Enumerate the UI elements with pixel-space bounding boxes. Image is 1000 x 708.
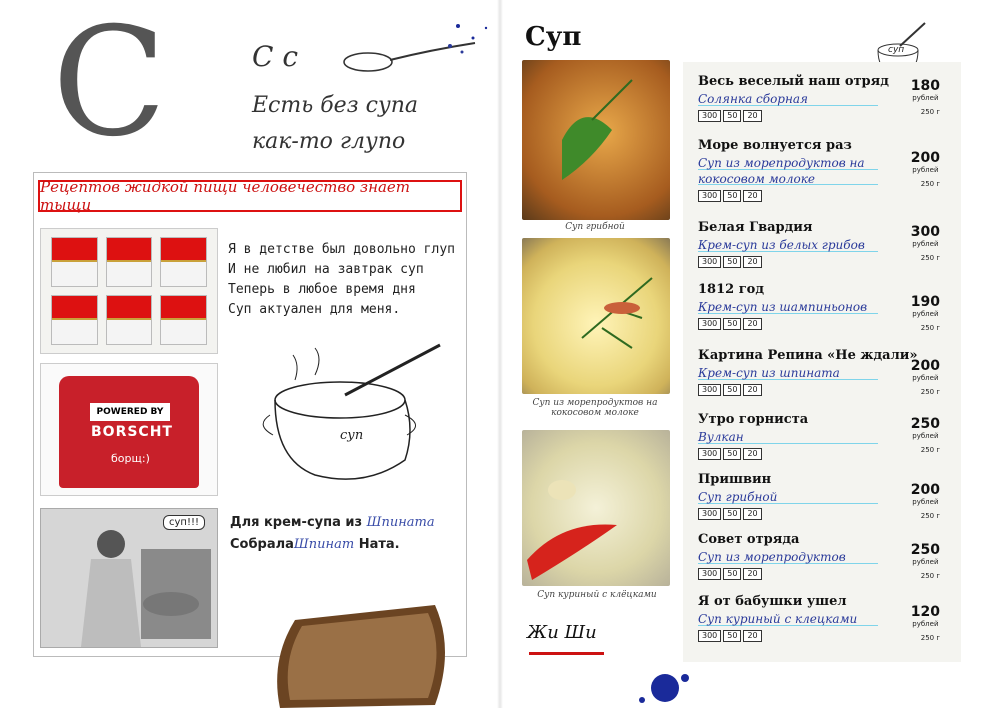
price [911, 416, 940, 454]
item-desc: Вулкан [698, 429, 878, 445]
price-weight: 250 г [920, 446, 940, 454]
cream-text [230, 512, 435, 556]
poem-line: Я в детстве был довольно глуп [228, 242, 455, 257]
price-currency: рублей [912, 432, 939, 440]
tshirt-image [40, 363, 218, 496]
page-spine [497, 0, 503, 708]
price [911, 294, 940, 332]
item-desc: Суп из морепродуктов [698, 549, 878, 565]
price-value: 250 [910, 542, 940, 558]
soup-can [160, 237, 207, 287]
tshirt-line-2: BORSCHT [91, 424, 173, 440]
bread-slice-icon [270, 600, 460, 708]
portion-box: 50 [723, 190, 741, 202]
portion-box: 300 [698, 384, 721, 396]
price-weight: 250 г [920, 254, 940, 262]
cream-text-1b: Шпината [366, 515, 435, 530]
portion-box: 20 [743, 190, 761, 202]
cream-text-2b: Шпинат [293, 537, 355, 552]
item-name: Я от бабушки ушел [698, 594, 847, 609]
price-weight: 250 г [920, 634, 940, 642]
poem-line: Теперь в любое время дня [228, 282, 416, 297]
item-name: Море волнуется раз [698, 138, 852, 153]
portion-box: 50 [723, 318, 741, 330]
dill-garnish [522, 238, 670, 394]
pepper-garnish [522, 430, 670, 586]
soup-can [106, 237, 153, 287]
price-currency: рублей [912, 240, 939, 248]
retro-photo [40, 508, 218, 648]
portion-box: 50 [723, 630, 741, 642]
section-title: Суп [525, 22, 582, 52]
item-name: Картина Репина «Не ждали» [698, 348, 918, 363]
menu-item [698, 348, 950, 396]
price [911, 78, 940, 116]
speech-bubble: суп!!! [163, 515, 205, 530]
soup-can [160, 295, 207, 345]
caption-2: Суп из морепродуктов на кокосовом молоке [532, 398, 658, 418]
caption-1: Суп грибной [565, 222, 625, 232]
item-name: 1812 год [698, 282, 765, 297]
item-desc: Крем-суп из шпината [698, 365, 878, 381]
price-weight: 250 г [920, 388, 940, 396]
portion-boxes [698, 190, 950, 202]
portion-box: 20 [743, 256, 761, 268]
menu-item [698, 220, 950, 268]
portion-box: 300 [698, 190, 721, 202]
price-currency: рублей [912, 94, 939, 102]
item-desc: Крем-суп из белых грибов [698, 237, 878, 253]
item-desc: Крем-суп из шампиньонов [698, 299, 878, 315]
portion-box: 50 [723, 568, 741, 580]
cream-text-1a: Для крем-супа из [230, 515, 363, 530]
portion-box: 50 [723, 256, 741, 268]
parsley-garnish [522, 60, 670, 220]
price [911, 224, 940, 262]
item-name: Совет отряда [698, 532, 800, 547]
price-value: 250 [910, 416, 940, 432]
poem-line: И не любил на завтрак суп [228, 262, 424, 277]
price-currency: рублей [912, 374, 939, 382]
portion-box: 50 [723, 508, 741, 520]
price-value: 190 [910, 294, 940, 310]
menu-item [698, 532, 950, 580]
chicken-soup-photo [522, 430, 670, 586]
soup-cans-image [40, 228, 218, 354]
price-weight: 250 г [920, 572, 940, 580]
price-currency: рублей [912, 558, 939, 566]
portion-box: 20 [743, 318, 761, 330]
portion-box: 300 [698, 630, 721, 642]
portion-box: 20 [743, 568, 761, 580]
price-weight: 250 г [920, 108, 940, 116]
big-letter: С [52, 0, 167, 170]
price-weight: 250 г [920, 512, 940, 520]
portion-box: 20 [743, 448, 761, 460]
slogan-line-2: как-то глупо [252, 129, 406, 154]
poem [228, 240, 455, 320]
price-currency: рублей [912, 498, 939, 506]
soup-can [51, 237, 98, 287]
price-weight: 250 г [920, 324, 940, 332]
item-desc: Солянка сборная [698, 91, 878, 107]
price-value: 200 [910, 358, 940, 374]
portion-box: 20 [743, 508, 761, 520]
letter-pair: С с [252, 40, 299, 73]
cream-line-1 [230, 512, 435, 534]
logo-underline [529, 652, 604, 655]
cream-line-2 [230, 534, 435, 556]
menu-item [698, 412, 950, 460]
portion-box: 300 [698, 110, 721, 122]
menu-item [698, 138, 950, 202]
price [911, 150, 940, 188]
slogan [252, 88, 418, 160]
seafood-soup-photo [522, 238, 670, 394]
item-name: Утро горниста [698, 412, 809, 427]
pot-icon-label: суп [888, 45, 905, 55]
menu-item [698, 74, 950, 122]
item-desc: Суп из морепродуктов на кокосовом молоке [698, 155, 878, 187]
cream-text-2a: Собрала [230, 537, 294, 552]
slogan-line-1: Есть без супа [252, 93, 419, 118]
tshirt-line-3: борщ:) [111, 452, 150, 465]
portion-box: 20 [743, 110, 761, 122]
menu-item [698, 472, 950, 520]
soup-can [51, 295, 98, 345]
caption-3: Суп куриный с клёцками [537, 590, 657, 600]
price-weight: 250 г [920, 180, 940, 188]
logo-text: Жи Ши [527, 622, 597, 643]
price-value: 120 [910, 604, 940, 620]
portion-box: 20 [743, 630, 761, 642]
portion-box: 300 [698, 448, 721, 460]
soup-can [106, 295, 153, 345]
pot-label: суп [340, 428, 364, 443]
price [911, 604, 940, 642]
portion-box: 50 [723, 448, 741, 460]
pot-sketch-icon [255, 340, 455, 490]
ink-dots-icon [438, 16, 498, 56]
price [911, 482, 940, 520]
item-name: Пришвин [698, 472, 772, 487]
price-value: 300 [910, 224, 940, 240]
portion-box: 300 [698, 318, 721, 330]
price [911, 358, 940, 396]
item-name: Весь веселый наш отряд [698, 74, 889, 89]
item-desc: Суп грибной [698, 489, 878, 505]
tshirt-line-1: POWERED BY [90, 403, 170, 421]
cream-text-2c: Ната. [358, 537, 400, 552]
item-name: Белая Гвардия [698, 220, 813, 235]
banner: Рецептов жидкой пищи человечество знает тыщи [38, 180, 462, 212]
ink-splatter-icon [630, 660, 700, 706]
poem-line: Суп актуален для меня. [228, 302, 401, 317]
menu-item [698, 282, 950, 330]
price-value: 180 [910, 78, 940, 94]
portion-box: 300 [698, 256, 721, 268]
item-desc: Суп куриный с клецками [698, 611, 878, 627]
portion-box: 50 [723, 110, 741, 122]
portion-box: 300 [698, 508, 721, 520]
portion-box: 300 [698, 568, 721, 580]
price-currency: рублей [912, 310, 939, 318]
price-value: 200 [910, 150, 940, 166]
price [911, 542, 940, 580]
zhi-shi-logo [527, 612, 607, 664]
mushroom-soup-photo [522, 60, 670, 220]
menu-item [698, 594, 950, 642]
price-value: 200 [910, 482, 940, 498]
portion-box: 20 [743, 384, 761, 396]
price-currency: рублей [912, 166, 939, 174]
portion-box: 50 [723, 384, 741, 396]
price-currency: рублей [912, 620, 939, 628]
